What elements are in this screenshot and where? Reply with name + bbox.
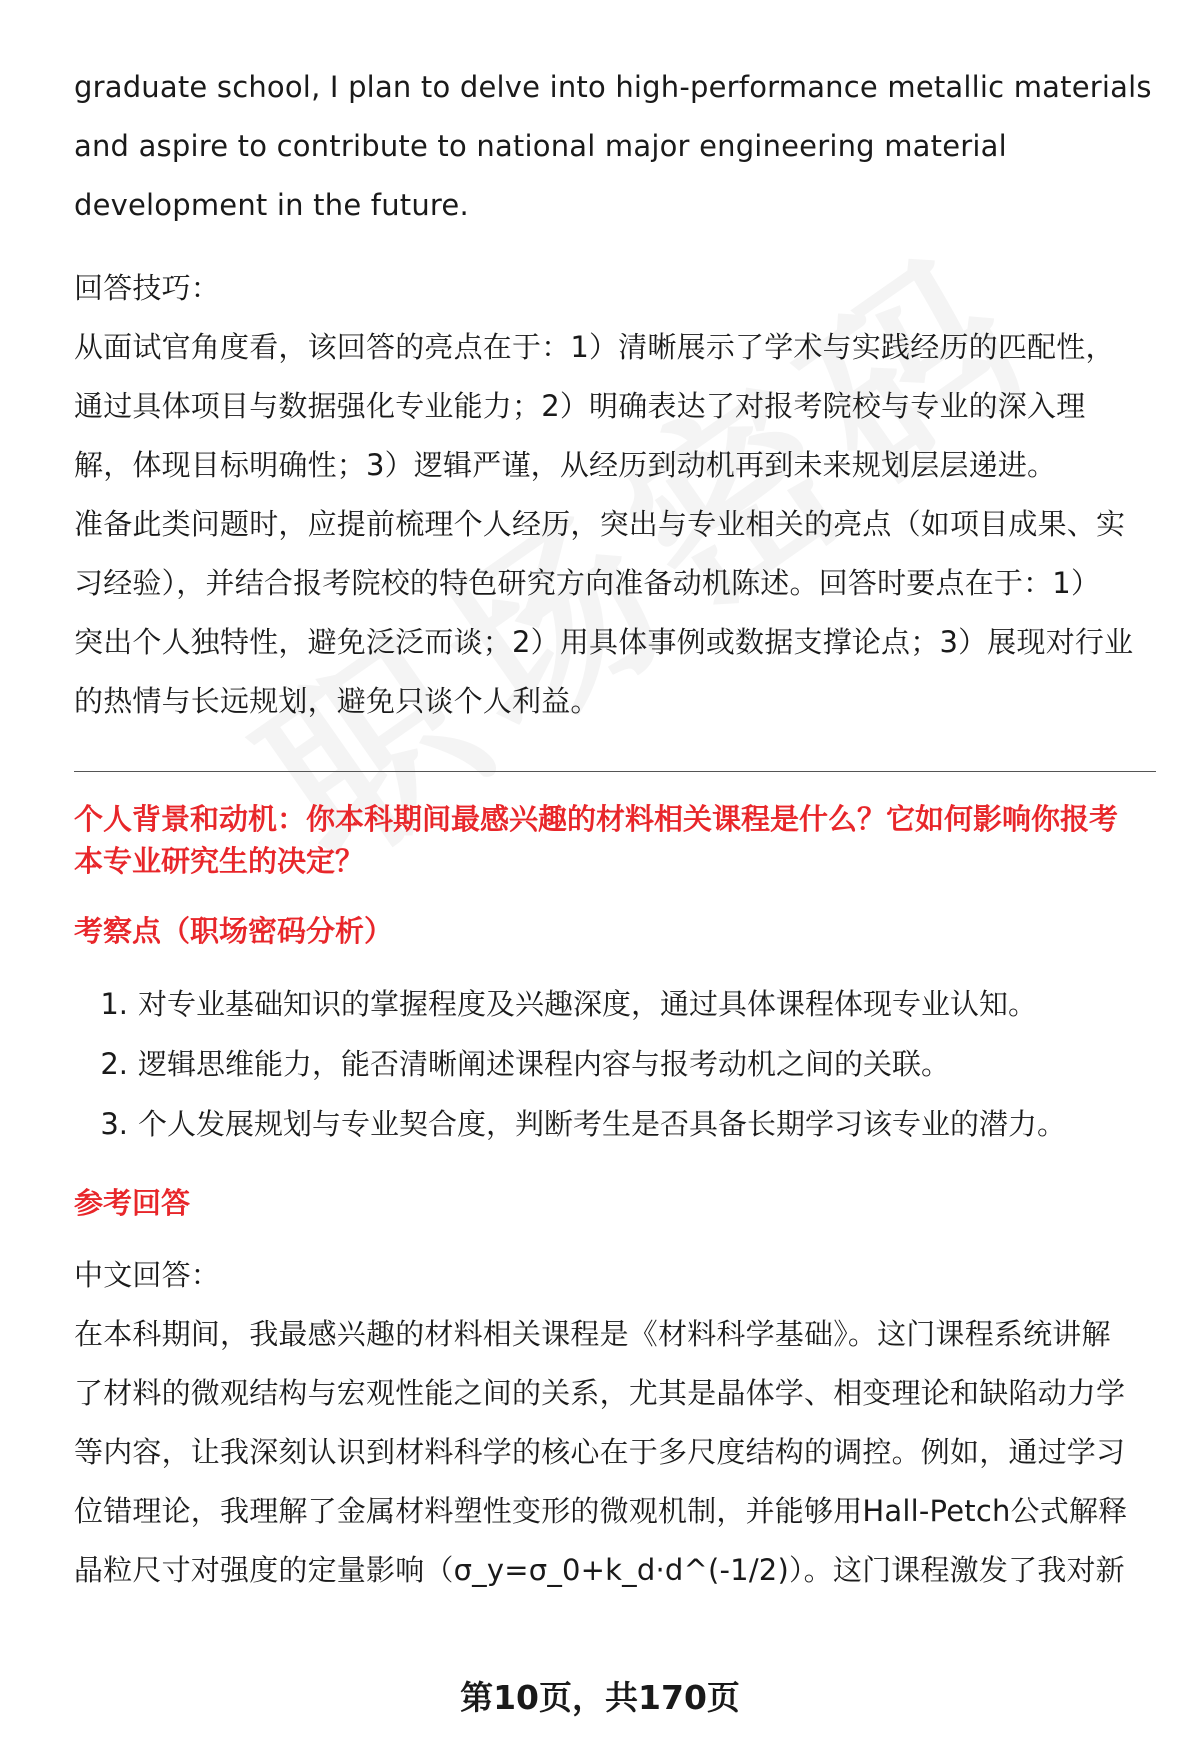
list-number: 1. xyxy=(100,987,128,1021)
list-text: 逻辑思维能力，能否清晰阐述课程内容与报考动机之间的关联。 xyxy=(138,1047,951,1081)
chinese-answer-label: 中文回答： xyxy=(74,1258,221,1292)
tips-label: 回答技巧： xyxy=(74,271,221,305)
question-heading xyxy=(74,798,1154,882)
question-line: 本专业研究生的决定？ xyxy=(74,844,365,878)
reference-answer-section xyxy=(74,1246,1154,1600)
text-line: 从面试官角度看，该回答的亮点在于：1）清晰展示了学术与实践经历的匹配性， xyxy=(74,330,1115,364)
text-line: 准备此类问题时，应提前梳理个人经历，突出与专业相关的亮点（如项目成果、实 xyxy=(74,507,1126,541)
focus-heading: 考察点（职场密码分析） xyxy=(74,914,394,948)
text-line: graduate school, I plan to delve into high-performance metallic materials xyxy=(74,70,1152,104)
text-line: 突出个人独特性，避免泛泛而谈；2）用具体事例或数据支撑论点；3）展现对行业 xyxy=(74,625,1134,659)
text-line: 位错理论，我理解了金属材料塑性变形的微观机制，并能够用Hall-Petch公式解释 xyxy=(74,1494,1128,1528)
text-line: 晶粒尺寸对强度的定量影响（σ_y=σ_0+k_d·d^(-1/2)）。这门课程激发了我对新 xyxy=(74,1553,1125,1587)
list-item xyxy=(74,974,1154,1034)
document-page xyxy=(74,58,1154,1600)
focus-list xyxy=(74,974,1154,1154)
intro-english-paragraph xyxy=(74,58,1154,235)
section-divider xyxy=(74,771,1156,772)
page-number-footer: 第10页，共170页 xyxy=(460,1678,740,1717)
list-text: 对专业基础知识的掌握程度及兴趣深度，通过具体课程体现专业认知。 xyxy=(138,987,1038,1021)
list-item xyxy=(74,1034,1154,1094)
text-line: and aspire to contribute to national major engineering material xyxy=(74,129,1007,163)
text-line: 通过具体项目与数据强化专业能力；2）明确表达了对报考院校与专业的深入理 xyxy=(74,389,1086,423)
text-line: 等内容，让我深刻认识到材料科学的核心在于多尺度结构的调控。例如，通过学习 xyxy=(74,1435,1126,1469)
list-number: 2. xyxy=(100,1047,128,1081)
list-text: 个人发展规划与专业契合度，判断考生是否具备长期学习该专业的潜力。 xyxy=(138,1107,1067,1141)
reference-heading: 参考回答 xyxy=(74,1186,191,1220)
text-line: 的热情与长远规划，避免只谈个人利益。 xyxy=(74,684,600,718)
list-number: 3. xyxy=(100,1107,128,1141)
text-line: 习经验），并结合报考院校的特色研究方向准备动机陈述。回答时要点在于：1） xyxy=(74,566,1101,600)
text-line: 了材料的微观结构与宏观性能之间的关系，尤其是晶体学、相变理论和缺陷动力学 xyxy=(74,1376,1126,1410)
answer-tips-section xyxy=(74,259,1154,731)
list-item xyxy=(74,1094,1154,1154)
text-line: development in the future. xyxy=(74,188,469,222)
text-line: 在本科期间，我最感兴趣的材料相关课程是《材料科学基础》。这门课程系统讲解 xyxy=(74,1317,1111,1351)
text-line: 解，体现目标明确性；3）逻辑严谨，从经历到动机再到未来规划层层递进。 xyxy=(74,448,1057,482)
question-line: 个人背景和动机：你本科期间最感兴趣的材料相关课程是什么？它如何影响你报考 xyxy=(74,802,1119,836)
